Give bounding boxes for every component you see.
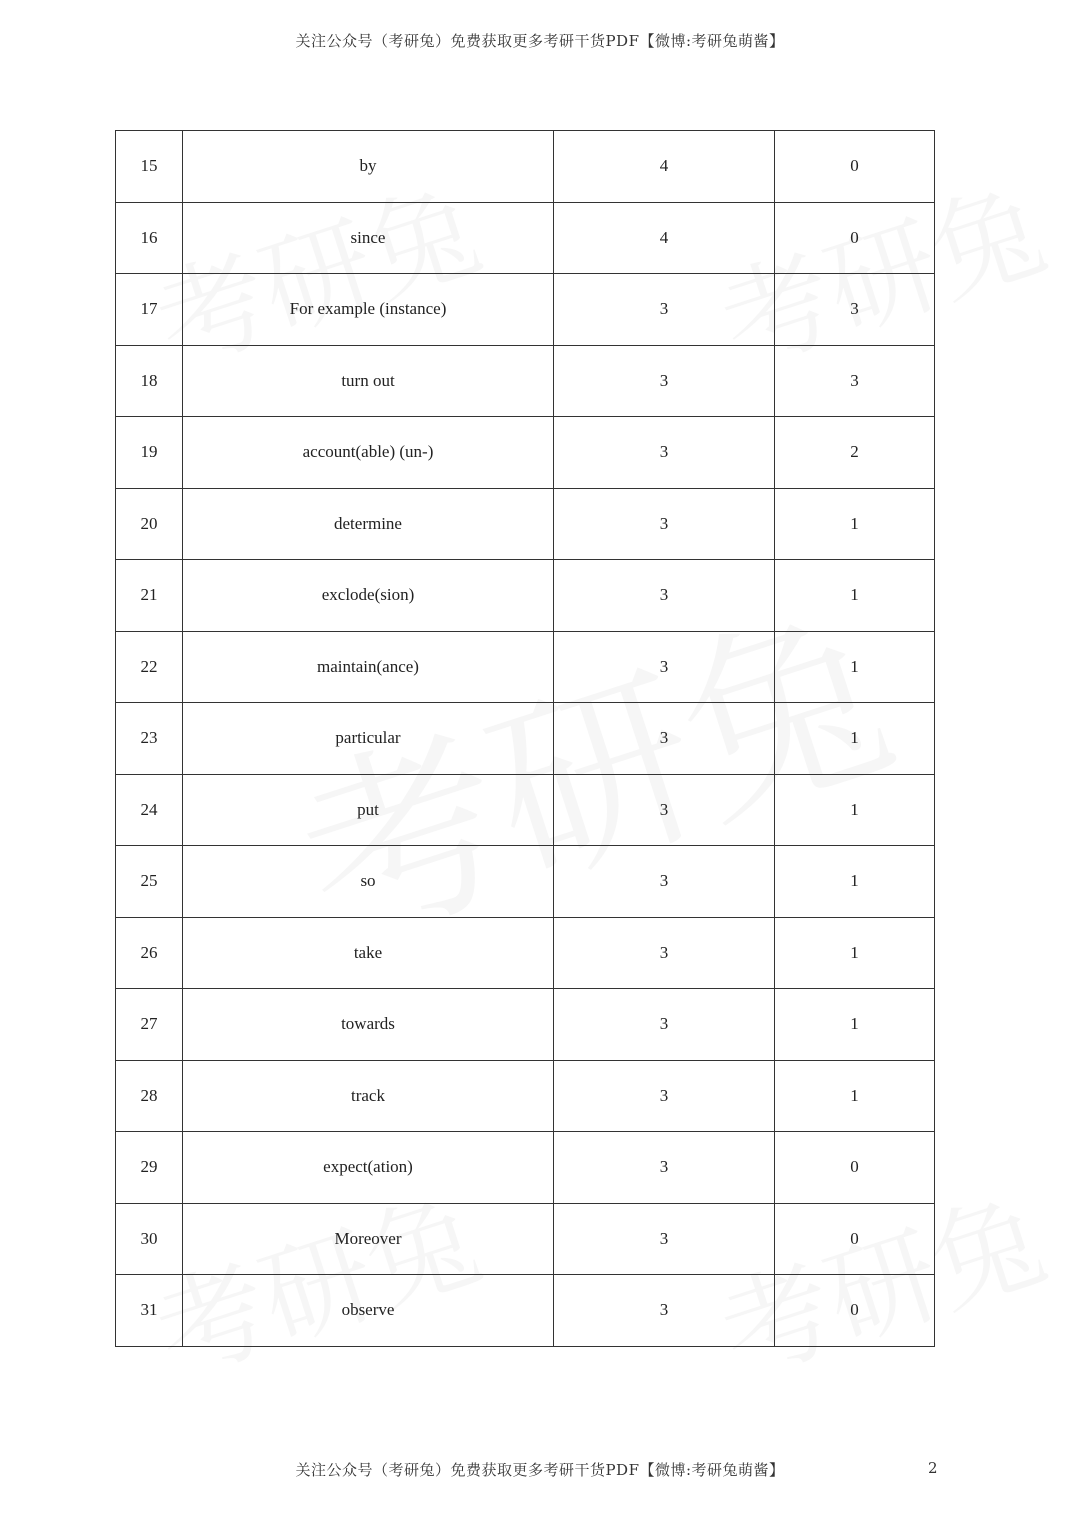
table-row (116, 631, 935, 703)
table-body (116, 131, 935, 1347)
count-b-cell: 0 (775, 1275, 935, 1347)
row-number: 25 (116, 846, 183, 918)
table-row (116, 345, 935, 417)
page-number: 2 (928, 1459, 938, 1477)
row-number: 19 (116, 417, 183, 489)
table-row (116, 703, 935, 775)
count-b-cell: 2 (775, 417, 935, 489)
page-footer: 关注公众号（考研兔）免费获取更多考研干货PDF【微博:考研兔萌酱】 (295, 1461, 785, 1479)
count-a-cell: 3 (554, 631, 775, 703)
word-cell: take (183, 917, 554, 989)
vocabulary-frequency-table (115, 130, 935, 1347)
count-a-cell: 3 (554, 846, 775, 918)
word-cell: since (183, 202, 554, 274)
count-b-cell: 1 (775, 631, 935, 703)
word-cell: maintain(ance) (183, 631, 554, 703)
count-a-cell: 3 (554, 1275, 775, 1347)
count-b-cell: 3 (775, 345, 935, 417)
count-a-cell: 3 (554, 1203, 775, 1275)
word-cell: Moreover (183, 1203, 554, 1275)
count-b-cell: 1 (775, 1060, 935, 1132)
table-row (116, 1275, 935, 1347)
word-cell: determine (183, 488, 554, 560)
count-a-cell: 4 (554, 202, 775, 274)
table-row (116, 1132, 935, 1204)
count-a-cell: 3 (554, 774, 775, 846)
word-cell: exclode(sion) (183, 560, 554, 632)
count-b-cell: 1 (775, 989, 935, 1061)
row-number: 27 (116, 989, 183, 1061)
row-number: 31 (116, 1275, 183, 1347)
page-header: 关注公众号（考研兔）免费获取更多考研干货PDF【微博:考研兔萌酱】 (295, 32, 785, 50)
count-b-cell: 1 (775, 917, 935, 989)
word-cell: account(able) (un-) (183, 417, 554, 489)
table-row (116, 774, 935, 846)
row-number: 22 (116, 631, 183, 703)
count-b-cell: 0 (775, 202, 935, 274)
count-b-cell: 1 (775, 560, 935, 632)
word-cell: expect(ation) (183, 1132, 554, 1204)
count-b-cell: 1 (775, 774, 935, 846)
table-row (116, 846, 935, 918)
count-b-cell: 0 (775, 1132, 935, 1204)
word-cell: so (183, 846, 554, 918)
count-a-cell: 3 (554, 417, 775, 489)
table-row (116, 202, 935, 274)
table-row (116, 560, 935, 632)
count-a-cell: 3 (554, 703, 775, 775)
table-row (116, 274, 935, 346)
row-number: 24 (116, 774, 183, 846)
count-a-cell: 3 (554, 1060, 775, 1132)
count-b-cell: 1 (775, 703, 935, 775)
row-number: 26 (116, 917, 183, 989)
count-b-cell: 1 (775, 488, 935, 560)
count-a-cell: 3 (554, 917, 775, 989)
count-a-cell: 3 (554, 274, 775, 346)
count-a-cell: 3 (554, 1132, 775, 1204)
count-b-cell: 0 (775, 131, 935, 203)
count-a-cell: 3 (554, 488, 775, 560)
word-cell: particular (183, 703, 554, 775)
word-cell: towards (183, 989, 554, 1061)
count-b-cell: 0 (775, 1203, 935, 1275)
row-number: 18 (116, 345, 183, 417)
row-number: 28 (116, 1060, 183, 1132)
row-number: 17 (116, 274, 183, 346)
count-a-cell: 3 (554, 345, 775, 417)
table-row (116, 1203, 935, 1275)
row-number: 20 (116, 488, 183, 560)
table-row (116, 989, 935, 1061)
row-number: 15 (116, 131, 183, 203)
row-number: 21 (116, 560, 183, 632)
word-cell: turn out (183, 345, 554, 417)
table-row (116, 131, 935, 203)
word-cell: track (183, 1060, 554, 1132)
word-cell: by (183, 131, 554, 203)
word-cell: observe (183, 1275, 554, 1347)
count-b-cell: 3 (775, 274, 935, 346)
row-number: 16 (116, 202, 183, 274)
table-row (116, 1060, 935, 1132)
table-row (116, 417, 935, 489)
count-a-cell: 3 (554, 560, 775, 632)
count-a-cell: 3 (554, 989, 775, 1061)
table-row (116, 488, 935, 560)
row-number: 23 (116, 703, 183, 775)
row-number: 29 (116, 1132, 183, 1204)
word-cell: For example (instance) (183, 274, 554, 346)
row-number: 30 (116, 1203, 183, 1275)
count-b-cell: 1 (775, 846, 935, 918)
count-a-cell: 4 (554, 131, 775, 203)
table-row (116, 917, 935, 989)
word-cell: put (183, 774, 554, 846)
